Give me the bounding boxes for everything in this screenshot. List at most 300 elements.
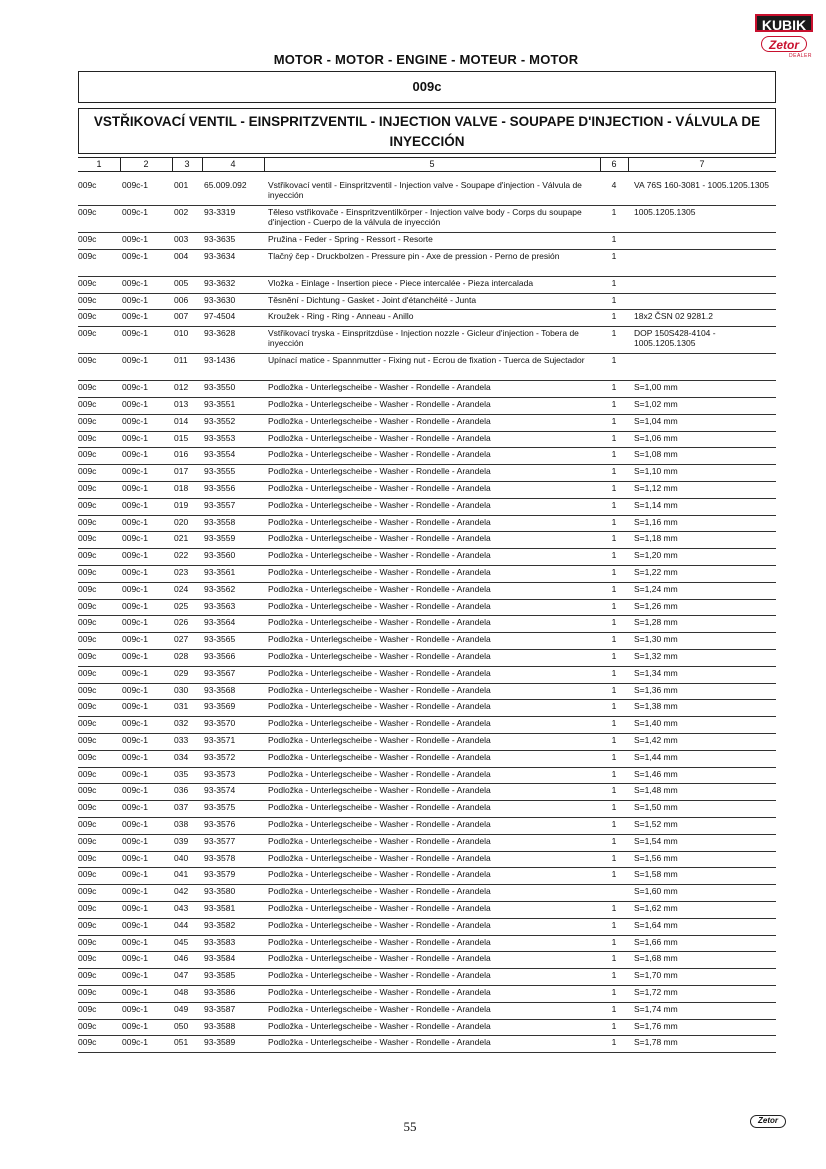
cell-c2: 009c-1 bbox=[122, 399, 148, 409]
cell-c5: Podložka - Unterlegscheibe - Washer - Rondelle - Arandela bbox=[268, 1020, 491, 1031]
cell-c2: 009c-1 bbox=[122, 483, 148, 493]
cell-c1: 009c bbox=[78, 953, 97, 964]
cell-c2: 009c-1 bbox=[122, 294, 148, 305]
table-row bbox=[78, 498, 776, 516]
cell-c2: 009c-1 bbox=[122, 953, 148, 964]
cell-c5: Podložka - Unterlegscheibe - Washer - Rondelle - Arandela bbox=[268, 483, 491, 493]
cell-c4: 93-3589 bbox=[204, 1037, 236, 1048]
cell-c5: Vstřikovací tryska - Einspritzdüse - Injection nozzle - Gicleur d'injection - Tobera de inyección bbox=[268, 328, 579, 349]
cell-c3: 041 bbox=[174, 869, 189, 880]
cell-c1: 009c bbox=[78, 250, 97, 261]
cell-c5: Podložka - Unterlegscheibe - Washer - Rondelle - Arandela bbox=[268, 987, 491, 997]
cell-c4: 93-3579 bbox=[204, 869, 236, 880]
page-number: 55 bbox=[403, 1119, 417, 1134]
cell-c5: Podložka - Unterlegscheibe - Washer - Rondelle - Arandela bbox=[268, 701, 491, 712]
cell-c5: Podložka - Unterlegscheibe - Washer - Rondelle - Arandela bbox=[268, 936, 491, 947]
cell-c3: 045 bbox=[174, 936, 189, 947]
cell-c6: 1 bbox=[611, 499, 617, 510]
cell-c5: Podložka - Unterlegscheibe - Washer - Rondelle - Arandela bbox=[268, 399, 491, 409]
cell-c7: S=1,36 mm bbox=[634, 684, 678, 695]
table-row bbox=[78, 666, 776, 684]
cell-c5: Podložka - Unterlegscheibe - Washer - Rondelle - Arandela bbox=[268, 718, 491, 729]
table-row bbox=[78, 293, 776, 311]
cell-c3: 028 bbox=[174, 651, 189, 661]
cell-c3: 032 bbox=[174, 718, 189, 729]
table-row bbox=[78, 867, 776, 885]
cell-c5: Vstřikovací ventil - Einspritzventil - Injection valve - Soupape d'injection - Válvula de inyección bbox=[268, 180, 582, 200]
cell-c4: 93-3562 bbox=[204, 583, 236, 594]
column-header: 5 bbox=[429, 159, 435, 169]
cell-c1: 009c bbox=[78, 550, 97, 561]
cell-c6: 1 bbox=[611, 234, 617, 244]
cell-c5: Podložka - Unterlegscheibe - Washer - Rondelle - Arandela bbox=[268, 617, 491, 628]
cell-c3: 047 bbox=[174, 970, 189, 981]
cell-c1: 009c bbox=[78, 234, 97, 244]
cell-c5: Podložka - Unterlegscheibe - Washer - Rondelle - Arandela bbox=[268, 449, 491, 460]
cell-c3: 012 bbox=[174, 382, 189, 393]
cell-c7: S=1,04 mm bbox=[634, 415, 678, 426]
cell-c4: 93-3586 bbox=[204, 987, 236, 997]
table-row bbox=[78, 309, 776, 327]
cell-c4: 93-3635 bbox=[204, 234, 236, 244]
cell-c6: 1 bbox=[611, 250, 617, 261]
cell-c2: 009c-1 bbox=[122, 684, 148, 695]
cell-c1: 009c bbox=[78, 751, 97, 762]
table-row bbox=[78, 531, 776, 549]
cell-c1: 009c bbox=[78, 886, 97, 897]
cell-c6: 1 bbox=[611, 311, 617, 322]
table-row bbox=[78, 918, 776, 936]
cell-c2: 009c-1 bbox=[122, 768, 148, 779]
cell-c4: 93-3571 bbox=[204, 735, 236, 745]
cell-c6: 1 bbox=[611, 533, 617, 544]
cell-c5: Podložka - Unterlegscheibe - Washer - Rondelle - Arandela bbox=[268, 903, 491, 913]
column-header-row bbox=[78, 157, 776, 172]
cell-c4: 93-1436 bbox=[204, 355, 236, 366]
cell-c1: 009c bbox=[78, 399, 97, 409]
cell-c4: 93-3584 bbox=[204, 953, 236, 964]
cell-c1: 009c bbox=[78, 903, 97, 913]
cell-c4: 93-3568 bbox=[204, 684, 236, 695]
cell-c1: 009c bbox=[78, 516, 97, 527]
cell-c1: 009c bbox=[78, 499, 97, 510]
cell-c4: 93-3552 bbox=[204, 415, 236, 426]
cell-c7: S=1,74 mm bbox=[634, 1003, 678, 1014]
cell-c6: 1 bbox=[611, 667, 617, 678]
cell-c3: 035 bbox=[174, 768, 189, 779]
cell-c6: 1 bbox=[611, 835, 617, 846]
cell-c6: 1 bbox=[611, 953, 617, 964]
cell-c4: 93-3567 bbox=[204, 667, 236, 678]
cell-c1: 009c bbox=[78, 785, 97, 796]
cell-c3: 051 bbox=[174, 1037, 189, 1048]
table-row bbox=[78, 750, 776, 768]
cell-c4: 93-3628 bbox=[204, 328, 236, 339]
cell-c5: Podložka - Unterlegscheibe - Washer - Rondelle - Arandela bbox=[268, 550, 491, 561]
cell-c1: 009c bbox=[78, 667, 97, 678]
cell-c5: Podložka - Unterlegscheibe - Washer - Rondelle - Arandela bbox=[268, 382, 491, 393]
cell-c2: 009c-1 bbox=[122, 311, 148, 322]
cell-c7: S=1,72 mm bbox=[634, 987, 678, 997]
cell-c5: Podložka - Unterlegscheibe - Washer - Rondelle - Arandela bbox=[268, 600, 491, 611]
cell-c3: 034 bbox=[174, 751, 189, 762]
cell-c3: 020 bbox=[174, 516, 189, 527]
cell-c3: 003 bbox=[174, 234, 189, 244]
cell-c1: 009c bbox=[78, 617, 97, 628]
cell-c6: 1 bbox=[611, 919, 617, 930]
cell-c3: 048 bbox=[174, 987, 189, 997]
cell-c1: 009c bbox=[78, 852, 97, 863]
cell-c2: 009c-1 bbox=[122, 355, 148, 366]
cell-c1: 009c bbox=[78, 583, 97, 594]
cell-c1: 009c bbox=[78, 567, 97, 577]
cell-c6: 1 bbox=[611, 483, 617, 493]
logo-dealer-text: DEALER bbox=[789, 53, 813, 59]
cell-c4: 65.009.092 bbox=[204, 180, 247, 190]
cell-c2: 009c-1 bbox=[122, 970, 148, 981]
table-row bbox=[78, 464, 776, 482]
cell-c7: S=1,62 mm bbox=[634, 903, 678, 913]
cell-c1: 009c bbox=[78, 987, 97, 997]
cell-c1: 009c bbox=[78, 328, 97, 339]
cell-c2: 009c-1 bbox=[122, 1003, 148, 1014]
cell-c4: 93-3581 bbox=[204, 903, 236, 913]
cell-c3: 001 bbox=[174, 180, 189, 190]
cell-c4: 93-3319 bbox=[204, 207, 236, 217]
cell-c7: S=1,54 mm bbox=[634, 835, 678, 846]
cell-c1: 009c bbox=[78, 355, 97, 366]
cell-c7: S=1,48 mm bbox=[634, 785, 678, 796]
cell-c6: 1 bbox=[611, 701, 617, 712]
cell-c3: 002 bbox=[174, 207, 189, 217]
table-row bbox=[78, 276, 776, 294]
cell-c6: 1 bbox=[611, 802, 617, 813]
cell-c2: 009c-1 bbox=[122, 819, 148, 829]
cell-c3: 029 bbox=[174, 667, 189, 678]
cell-c2: 009c-1 bbox=[122, 432, 148, 443]
cell-c2: 009c-1 bbox=[122, 667, 148, 678]
table-row bbox=[78, 951, 776, 969]
cell-c3: 021 bbox=[174, 533, 189, 544]
cell-c6: 1 bbox=[611, 768, 617, 779]
cell-c5: Podložka - Unterlegscheibe - Washer - Rondelle - Arandela bbox=[268, 953, 491, 964]
cell-c4: 93-3555 bbox=[204, 466, 236, 477]
cell-c3: 043 bbox=[174, 903, 189, 913]
cell-c1: 009c bbox=[78, 919, 97, 930]
cell-c1: 009c bbox=[78, 718, 97, 729]
cell-c5: Podložka - Unterlegscheibe - Washer - Rondelle - Arandela bbox=[268, 768, 491, 779]
cell-c2: 009c-1 bbox=[122, 835, 148, 846]
column-header: 4 bbox=[230, 159, 236, 169]
cell-c5: Těleso vstřikovače - Einspritzventilkörper - Injection valve body - Corps du soupape d'injection - Cuerpo de la válvula de inyección bbox=[268, 207, 582, 227]
cell-c7: S=1,34 mm bbox=[634, 667, 678, 678]
table-row bbox=[78, 901, 776, 919]
cell-c6: 1 bbox=[611, 550, 617, 561]
table-row bbox=[78, 935, 776, 953]
cell-c6: 1 bbox=[611, 1020, 617, 1031]
table-row bbox=[78, 1019, 776, 1037]
cell-c1: 009c bbox=[78, 432, 97, 443]
cell-c6: 1 bbox=[611, 516, 617, 527]
cell-c5: Podložka - Unterlegscheibe - Washer - Rondelle - Arandela bbox=[268, 970, 491, 981]
table-row bbox=[78, 380, 776, 398]
cell-c3: 019 bbox=[174, 499, 189, 510]
cell-c3: 024 bbox=[174, 583, 189, 594]
table-row bbox=[78, 649, 776, 667]
cell-c5: Podložka - Unterlegscheibe - Washer - Rondelle - Arandela bbox=[268, 667, 491, 678]
cell-c5: Podložka - Unterlegscheibe - Washer - Rondelle - Arandela bbox=[268, 684, 491, 695]
table-row bbox=[78, 767, 776, 785]
cell-c4: 93-3561 bbox=[204, 567, 236, 577]
cell-c7: DOP 150S428-4104 - 1005.1205.1305 bbox=[634, 328, 716, 349]
cell-c6: 1 bbox=[611, 432, 617, 443]
cell-c6: 1 bbox=[611, 415, 617, 426]
cell-c6: 1 bbox=[611, 735, 617, 745]
logo-zetor-text: Zetor bbox=[761, 36, 807, 52]
cell-c1: 009c bbox=[78, 634, 97, 645]
cell-c2: 009c-1 bbox=[122, 852, 148, 863]
cell-c3: 036 bbox=[174, 785, 189, 796]
cell-c4: 93-3560 bbox=[204, 550, 236, 561]
cell-c3: 004 bbox=[174, 250, 189, 261]
cell-c4: 93-3558 bbox=[204, 516, 236, 527]
cell-c2: 009c-1 bbox=[122, 207, 148, 217]
cell-c4: 93-3578 bbox=[204, 852, 236, 863]
cell-c3: 010 bbox=[174, 328, 189, 339]
cell-c3: 040 bbox=[174, 852, 189, 863]
cell-c5: Podložka - Unterlegscheibe - Washer - Rondelle - Arandela bbox=[268, 735, 491, 745]
cell-c7: S=1,28 mm bbox=[634, 617, 678, 628]
cell-c1: 009c bbox=[78, 1037, 97, 1048]
cell-c1: 009c bbox=[78, 936, 97, 947]
cell-c7: S=1,64 mm bbox=[634, 919, 678, 930]
cell-c4: 93-3570 bbox=[204, 718, 236, 729]
cell-c4: 93-3551 bbox=[204, 399, 236, 409]
cell-c1: 009c bbox=[78, 835, 97, 846]
cell-c4: 93-3575 bbox=[204, 802, 236, 813]
cell-c6: 1 bbox=[611, 987, 617, 997]
cell-c2: 009c-1 bbox=[122, 415, 148, 426]
cell-c7: S=1,78 mm bbox=[634, 1037, 678, 1048]
cell-c2: 009c-1 bbox=[122, 180, 148, 190]
cell-c5: Podložka - Unterlegscheibe - Washer - Rondelle - Arandela bbox=[268, 751, 491, 762]
cell-c2: 009c-1 bbox=[122, 987, 148, 997]
cell-c5: Podložka - Unterlegscheibe - Washer - Rondelle - Arandela bbox=[268, 819, 491, 829]
cell-c3: 014 bbox=[174, 415, 189, 426]
table-row bbox=[78, 985, 776, 1003]
cell-c7: S=1,02 mm bbox=[634, 399, 678, 409]
cell-c1: 009c bbox=[78, 651, 97, 661]
cell-c6: 1 bbox=[611, 1003, 617, 1014]
cell-c3: 016 bbox=[174, 449, 189, 460]
cell-c6: 1 bbox=[611, 970, 617, 981]
cell-c7: S=1,66 mm bbox=[634, 936, 678, 947]
cell-c3: 007 bbox=[174, 311, 189, 322]
cell-c7: S=1,20 mm bbox=[634, 550, 678, 561]
cell-c5: Podložka - Unterlegscheibe - Washer - Rondelle - Arandela bbox=[268, 802, 491, 813]
cell-c4: 93-3573 bbox=[204, 768, 236, 779]
cell-c5: Podložka - Unterlegscheibe - Washer - Rondelle - Arandela bbox=[268, 1037, 491, 1048]
cell-c7: S=1,08 mm bbox=[634, 449, 678, 460]
cell-c5: Podložka - Unterlegscheibe - Washer - Rondelle - Arandela bbox=[268, 634, 491, 645]
cell-c1: 009c bbox=[78, 768, 97, 779]
cell-c1: 009c bbox=[78, 415, 97, 426]
cell-c3: 013 bbox=[174, 399, 189, 409]
cell-c6: 1 bbox=[611, 277, 617, 288]
cell-c7: 18x2 ČSN 02 9281.2 bbox=[634, 311, 713, 322]
cell-c1: 009c bbox=[78, 1003, 97, 1014]
table-row bbox=[78, 447, 776, 465]
cell-c2: 009c-1 bbox=[122, 735, 148, 745]
cell-c5: Podložka - Unterlegscheibe - Washer - Rondelle - Arandela bbox=[268, 852, 491, 863]
cell-c7: S=1,60 mm bbox=[634, 886, 678, 897]
cell-c4: 93-3632 bbox=[204, 277, 236, 288]
cell-c5: Podložka - Unterlegscheibe - Washer - Rondelle - Arandela bbox=[268, 533, 491, 544]
cell-c1: 009c bbox=[78, 1020, 97, 1031]
cell-c4: 93-3556 bbox=[204, 483, 236, 493]
cell-c5: Upínací matice - Spannmutter - Fixing nut - Ecrou de fixation - Tuerca de Sujectador bbox=[268, 355, 585, 366]
cell-c7: S=1,40 mm bbox=[634, 718, 678, 729]
cell-c3: 044 bbox=[174, 919, 189, 930]
cell-c1: 009c bbox=[78, 277, 97, 288]
table-row bbox=[78, 1002, 776, 1020]
cell-c6: 1 bbox=[611, 600, 617, 611]
table-row bbox=[78, 817, 776, 835]
table-row bbox=[78, 783, 776, 801]
cell-c3: 018 bbox=[174, 483, 189, 493]
cell-c1: 009c bbox=[78, 449, 97, 460]
cell-c3: 006 bbox=[174, 294, 189, 305]
cell-c7: S=1,26 mm bbox=[634, 600, 678, 611]
cell-c2: 009c-1 bbox=[122, 919, 148, 930]
cell-c4: 93-3574 bbox=[204, 785, 236, 796]
cell-c4: 93-3563 bbox=[204, 600, 236, 611]
column-header: 1 bbox=[96, 159, 102, 169]
cell-c2: 009c-1 bbox=[122, 382, 148, 393]
cell-c4: 93-3577 bbox=[204, 835, 236, 846]
cell-c4: 93-3559 bbox=[204, 533, 236, 544]
cell-c6: 1 bbox=[611, 449, 617, 460]
cell-c3: 039 bbox=[174, 835, 189, 846]
cell-c7: S=1,76 mm bbox=[634, 1020, 678, 1031]
cell-c2: 009c-1 bbox=[122, 718, 148, 729]
table-row bbox=[78, 1035, 776, 1053]
table-row bbox=[78, 733, 776, 751]
cell-c6: 1 bbox=[611, 466, 617, 477]
cell-c2: 009c-1 bbox=[122, 651, 148, 661]
table-row bbox=[78, 683, 776, 701]
cell-c3: 017 bbox=[174, 466, 189, 477]
cell-c2: 009c-1 bbox=[122, 550, 148, 561]
cell-c2: 009c-1 bbox=[122, 785, 148, 796]
cell-c7: S=1,16 mm bbox=[634, 516, 678, 527]
cell-c4: 93-3588 bbox=[204, 1020, 236, 1031]
cell-c4: 93-3564 bbox=[204, 617, 236, 628]
page-title: MOTOR - MOTOR - ENGINE - MOTEUR - MOTOR bbox=[273, 52, 579, 67]
table-row bbox=[78, 515, 776, 533]
cell-c6: 1 bbox=[611, 718, 617, 729]
cell-c3: 015 bbox=[174, 432, 189, 443]
cell-c3: 033 bbox=[174, 735, 189, 745]
table-row bbox=[78, 414, 776, 432]
cell-c3: 049 bbox=[174, 1003, 189, 1014]
section-name: VSTŘIKOVACÍ VENTIL - EINSPRITZVENTIL - INJECTION VALVE - SOUPAPE D'INJECTION - VÁLVULA DE INYECCIÓN bbox=[78, 108, 776, 154]
cell-c7: S=1,58 mm bbox=[634, 869, 678, 880]
cell-c3: 030 bbox=[174, 684, 189, 695]
cell-c5: Podložka - Unterlegscheibe - Washer - Rondelle - Arandela bbox=[268, 1003, 491, 1014]
cell-c6: 1 bbox=[611, 583, 617, 594]
cell-c6: 1 bbox=[611, 567, 617, 577]
cell-c7: S=1,12 mm bbox=[634, 483, 678, 493]
cell-c6: 1 bbox=[611, 852, 617, 863]
cell-c6: 1 bbox=[611, 294, 617, 305]
cell-c3: 046 bbox=[174, 953, 189, 964]
cell-c3: 026 bbox=[174, 617, 189, 628]
cell-c3: 005 bbox=[174, 277, 189, 288]
cell-c5: Podložka - Unterlegscheibe - Washer - Rondelle - Arandela bbox=[268, 869, 491, 880]
cell-c2: 009c-1 bbox=[122, 802, 148, 813]
cell-c2: 009c-1 bbox=[122, 751, 148, 762]
cell-c7: S=1,68 mm bbox=[634, 953, 678, 964]
cell-c1: 009c bbox=[78, 466, 97, 477]
cell-c2: 009c-1 bbox=[122, 567, 148, 577]
cell-c1: 009c bbox=[78, 483, 97, 493]
cell-c1: 009c bbox=[78, 533, 97, 544]
column-header: 6 bbox=[611, 159, 617, 169]
cell-c2: 009c-1 bbox=[122, 499, 148, 510]
cell-c1: 009c bbox=[78, 819, 97, 829]
cell-c4: 93-3580 bbox=[204, 886, 236, 897]
table-row bbox=[78, 548, 776, 566]
cell-c6: 1 bbox=[611, 382, 617, 393]
cell-c3: 042 bbox=[174, 886, 189, 897]
cell-c2: 009c-1 bbox=[122, 869, 148, 880]
cell-c2: 009c-1 bbox=[122, 886, 148, 897]
table-row bbox=[78, 205, 776, 233]
cell-c6: 1 bbox=[611, 207, 617, 217]
cell-c1: 009c bbox=[78, 600, 97, 611]
cell-c5: Těsnění - Dichtung - Gasket - Joint d'étanchéité - Junta bbox=[268, 294, 477, 305]
table-row bbox=[78, 615, 776, 633]
cell-c2: 009c-1 bbox=[122, 328, 148, 339]
cell-c4: 93-3554 bbox=[204, 449, 236, 460]
table-row bbox=[78, 326, 776, 354]
cell-c2: 009c-1 bbox=[122, 1037, 148, 1048]
cell-c4: 93-3569 bbox=[204, 701, 236, 712]
cell-c2: 009c-1 bbox=[122, 701, 148, 712]
cell-c1: 009c bbox=[78, 294, 97, 305]
table-row bbox=[78, 968, 776, 986]
cell-c1: 009c bbox=[78, 701, 97, 712]
table-row bbox=[78, 582, 776, 600]
cell-c4: 97-4504 bbox=[204, 311, 236, 322]
cell-c7: S=1,44 mm bbox=[634, 751, 678, 762]
cell-c1: 009c bbox=[78, 802, 97, 813]
table-row bbox=[78, 178, 776, 206]
cell-c5: Podložka - Unterlegscheibe - Washer - Rondelle - Arandela bbox=[268, 516, 491, 527]
cell-c1: 009c bbox=[78, 970, 97, 981]
table-row bbox=[78, 599, 776, 617]
cell-c5: Podložka - Unterlegscheibe - Washer - Rondelle - Arandela bbox=[268, 651, 491, 661]
cell-c1: 009c bbox=[78, 735, 97, 745]
cell-c2: 009c-1 bbox=[122, 600, 148, 611]
cell-c6: 1 bbox=[611, 936, 617, 947]
section-code: 009c bbox=[78, 71, 776, 103]
table-row bbox=[78, 632, 776, 650]
footer-zetor-logo: Zetor bbox=[750, 1115, 786, 1128]
cell-c2: 009c-1 bbox=[122, 634, 148, 645]
cell-c4: 93-3557 bbox=[204, 499, 236, 510]
